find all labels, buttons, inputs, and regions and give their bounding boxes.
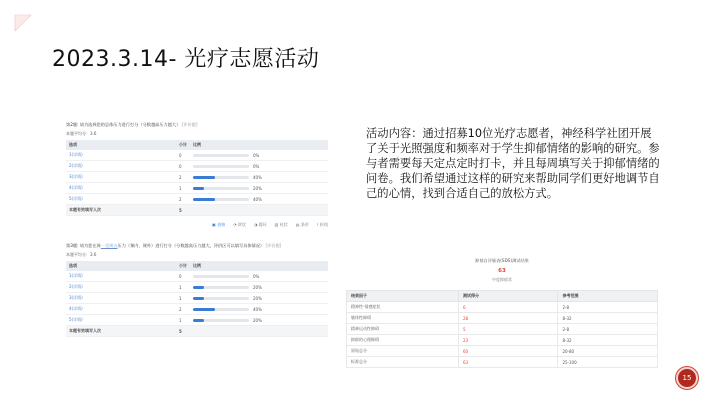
table-row (347, 324, 658, 335)
percent-bar (193, 154, 249, 157)
chart-type-option[interactable]: ▣ 表格 (212, 222, 226, 227)
percent-bar-fill (193, 286, 204, 289)
option-link[interactable]: 2(详情) (66, 282, 176, 293)
option-percent: 20% (253, 284, 262, 290)
percent-cell (193, 175, 325, 180)
table-row (347, 335, 658, 346)
factor-name: 标准总分 (347, 357, 459, 368)
percent-cell (193, 186, 325, 191)
factor-score: 28 (458, 313, 558, 324)
option-percent: 0% (253, 163, 260, 169)
table-row (66, 271, 328, 282)
percent-bar (193, 198, 249, 201)
question-average: 本题平均分：3.6 (66, 131, 97, 136)
sds-result-panel (346, 258, 658, 368)
percent-bar (193, 308, 249, 311)
col-header: 选项 (66, 261, 176, 271)
percent-cell (193, 164, 325, 169)
option-link[interactable]: 3(详情) (66, 293, 176, 304)
option-link[interactable]: 1(详情) (66, 271, 176, 282)
chart-type-option[interactable]: ▥ 柱状 (274, 222, 288, 227)
table-row (347, 346, 658, 357)
result-level: 中度抑郁状 (492, 277, 512, 282)
option-count: 1 (176, 315, 190, 326)
table-row (347, 357, 658, 368)
option-percent: 20% (253, 317, 262, 323)
option-link[interactable]: 5(详情) (66, 194, 176, 205)
percent-cell (193, 197, 325, 202)
col-header: 选项 (66, 140, 176, 150)
percent-bar (193, 275, 249, 278)
table-row (66, 315, 328, 326)
percent-bar (193, 297, 249, 300)
result-score: 63 (498, 268, 506, 274)
table-row (66, 282, 328, 293)
chart-type-option[interactable]: ◔ 饼状 (233, 222, 246, 227)
factor-name: 原始总分 (347, 346, 459, 357)
table-row (66, 161, 328, 172)
table-row (66, 304, 328, 315)
option-count: 1 (176, 183, 190, 194)
question-average: 本题平均分：3.6 (66, 252, 97, 257)
percent-bar-fill (193, 319, 204, 322)
option-link[interactable]: 4(详情) (66, 304, 176, 315)
percent-bar-fill (193, 176, 215, 179)
option-percent: 0% (253, 273, 260, 279)
col-header: 结果因子 (347, 291, 459, 302)
result-title: 抑郁自评量表(SDS)测试结果 (475, 258, 529, 263)
chart-type-option[interactable]: ⌇ 折线 (316, 222, 328, 227)
factor-score: 63 (458, 357, 558, 368)
table-row (66, 194, 328, 205)
total-label: 本题有效填写人次 (66, 326, 176, 337)
percent-cell (193, 153, 325, 158)
survey-question-3 (66, 243, 328, 337)
total-row (66, 205, 328, 216)
option-percent: 20% (253, 185, 262, 191)
option-count: 1 (176, 282, 190, 293)
percent-cell (193, 285, 325, 290)
percent-bar-fill (193, 198, 215, 201)
option-link[interactable]: 4(详情) (66, 183, 176, 194)
percent-bar (193, 176, 249, 179)
percent-bar (193, 286, 249, 289)
option-count: 0 (176, 150, 190, 161)
result-table (346, 290, 658, 368)
col-header: 比例 (190, 140, 328, 150)
survey-question-2 (66, 122, 328, 228)
table-row (66, 172, 328, 183)
activity-description: 活动内容：通过招募10位光疗志愿者，神经科学社团开展了关于光照强度和频率对于学生抑郁情绪的影响的研究。参与者需要每天定点定时打卡，并且每周填写关于抑郁情绪的问卷。我们希望通过这样的研究来帮助同学们更好地调节自己的心情，找到合适自己的放松方式。 (366, 127, 660, 201)
percent-bar-fill (193, 187, 204, 190)
option-percent: 40% (253, 306, 262, 312)
factor-range: 25-100 (558, 357, 658, 368)
option-link[interactable]: 5(详情) (66, 315, 176, 326)
col-header: 测试得分 (458, 291, 558, 302)
percent-cell (193, 307, 325, 312)
total-row (66, 326, 328, 337)
total-label: 本题有效填写人次 (66, 205, 176, 216)
chart-type-option[interactable]: ▤ 条形 (295, 222, 309, 227)
table-row (347, 313, 658, 324)
factor-score: 6 (458, 302, 558, 313)
slide-title: 2023.3.14- 光疗志愿活动 (52, 47, 320, 72)
option-count: 2 (176, 172, 190, 183)
factor-name: 精神运动性障碍 (347, 324, 459, 335)
option-count: 2 (176, 194, 190, 205)
table-row (66, 150, 328, 161)
percent-bar (193, 187, 249, 190)
percent-cell (193, 318, 325, 323)
percent-bar-fill (193, 308, 215, 311)
total-value: 5 (176, 326, 190, 337)
col-header: 小计 (176, 261, 190, 271)
option-percent: 0% (253, 152, 260, 158)
option-percent: 40% (253, 196, 262, 202)
option-count: 0 (176, 161, 190, 172)
option-link[interactable]: 1(详情) (66, 150, 176, 161)
factor-range: 2-8 (558, 324, 658, 335)
option-count: 1 (176, 293, 190, 304)
factor-range: 8-32 (558, 335, 658, 346)
corner-decoration-icon (14, 14, 32, 32)
page-number-badge: 15 (676, 367, 698, 389)
question-title: 第3题: 请为您在周一至周五压力（课内、课外）进行打分（分数越高压力越大，评价区可以填写具体情况） [评价题] (66, 243, 282, 248)
percent-cell (193, 274, 325, 279)
factor-range: 2-8 (558, 302, 658, 313)
option-percent: 40% (253, 174, 262, 180)
chart-type-switcher (66, 222, 328, 228)
factor-name: 抑郁的心理障碍 (347, 335, 459, 346)
factor-range: 8-32 (558, 313, 658, 324)
factor-score: 23 (458, 335, 558, 346)
table-row (66, 183, 328, 194)
option-link[interactable]: 3(详情) (66, 172, 176, 183)
percent-bar-fill (193, 297, 204, 300)
col-header: 参考范围 (558, 291, 658, 302)
factor-name: 躯体性障碍 (347, 313, 459, 324)
option-count: 2 (176, 304, 190, 315)
total-value: 5 (176, 205, 190, 216)
option-link[interactable]: 2(详情) (66, 161, 176, 172)
option-percent: 20% (253, 295, 262, 301)
percent-cell (193, 296, 325, 301)
percent-bar (193, 319, 249, 322)
factor-score: 5 (458, 324, 558, 335)
survey-table (66, 140, 328, 216)
survey-table (66, 261, 328, 337)
factor-name: 精神性-情感症状 (347, 302, 459, 313)
chart-type-option[interactable]: ◑ 圆环 (253, 222, 267, 227)
table-row (347, 302, 658, 313)
factor-range: 20-80 (558, 346, 658, 357)
question-title: 第2题: 请为选择您的总体压力进行打分（分数越高压力越大） [评价题] (66, 122, 198, 127)
col-header: 小计 (176, 140, 190, 150)
option-count: 0 (176, 271, 190, 282)
percent-bar (193, 165, 249, 168)
factor-score: 60 (458, 346, 558, 357)
col-header: 比例 (190, 261, 328, 271)
table-row (66, 293, 328, 304)
